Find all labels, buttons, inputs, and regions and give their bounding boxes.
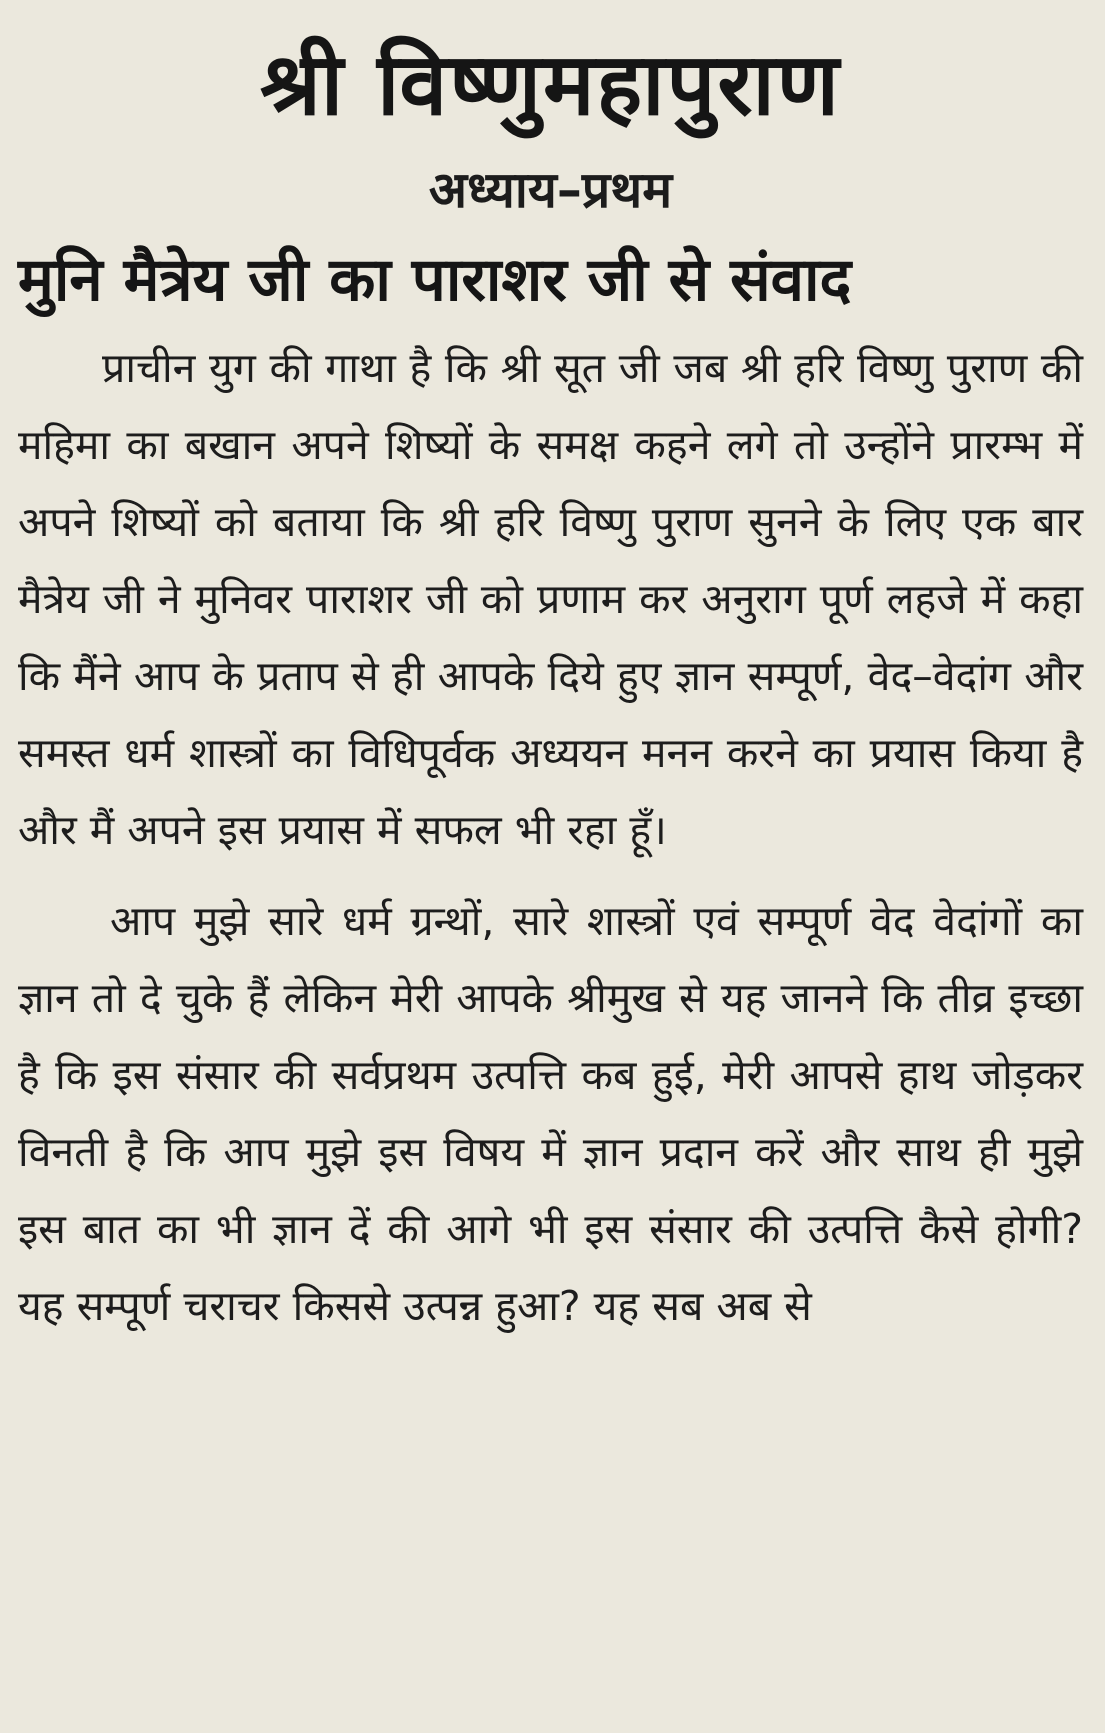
section-heading: मुनि मैत्रेय जी का पाराशर जी से संवाद	[18, 245, 852, 315]
body-text	[18, 330, 1083, 1345]
chapter-heading: अध्याय–प्रथम	[428, 161, 673, 219]
paragraph-1: प्राचीन युग की गाथा है कि श्री सूत जी जब श्री हरि विष्णु पुराण की महिमा का बखान अपने शिष्यों के समक्ष कहने लगे तो उन्होंने प्रारम्भ में अपने शिष्यों को बताया कि श्री हरि विष्णु पुराण सुनने के लिए एक बार मैत्रेय जी ने मुनिवर पाराशर जी को प्रणाम कर अनुराग पूर्ण लहजे में कहा कि मैंने आप के प्रताप से ही आपके दिये हुए ज्ञान सम्पूर्ण, वेद–वेदांग और समस्त धर्म शास्त्रों का विधिपूर्वक अध्ययन मनन करने का प्रयास किया है और मैं अपने इस प्रयास में सफल भी रहा हूँ।	[18, 344, 1083, 854]
paragraph-2: आप मुझे सारे धर्म ग्रन्थों, सारे शास्त्रों एवं सम्पूर्ण वेद वेदांगों का ज्ञान तो दे चुके हैं लेकिन मेरी आपके श्रीमुख से यह जानने कि तीव्र इच्छा है कि इस संसार की सर्वप्रथम उत्पत्ति कब हुई, मेरी आपसे हाथ जोड़कर विनती है कि आप मुझे इस विषय में ज्ञान प्रदान करें और साथ ही मुझे इस बात का भी ज्ञान दें की आगे भी इस संसार की उत्पत्ति कैसे होगी? यह सम्पूर्ण चराचर किससे उत्पन्न हुआ? यह सब अब से	[18, 897, 1083, 1330]
book-title: श्री विष्णुमहापुराण	[260, 35, 841, 135]
